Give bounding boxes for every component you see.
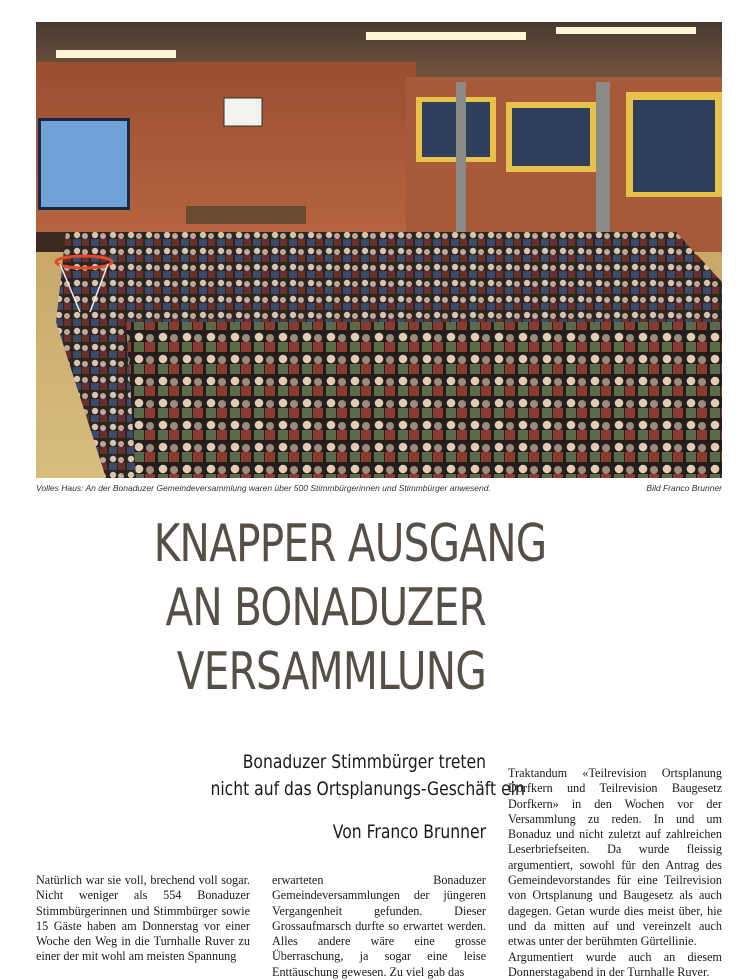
photo-caption-row xyxy=(36,483,722,497)
lead-line-2: nicht auf das Ortsplanungs-Geschäft ein xyxy=(210,778,525,800)
lead-line-1: Bonaduzer Stimmbürger treten xyxy=(242,751,486,773)
body-column-2 xyxy=(272,873,486,980)
gymnasium-illustration xyxy=(36,22,722,478)
headline-line-1: KNAPPER AUSGANG xyxy=(153,514,547,574)
body-column-1 xyxy=(36,873,250,965)
hero-photo xyxy=(36,22,722,478)
headline xyxy=(60,512,547,704)
photo-credit: Bild Franco Brunner xyxy=(646,483,722,493)
body-paragraph: Traktandum «Teilrevision Ortsplanung Dorfkern und Teilrevision Baugesetz Dorfkern» in den Wochen vor der Versammlung zu reden. In und um Bonaduz und nicht zuletzt auf zahlreichen Leserbriefseiten. Da wurde fleissig argumentiert, sowohl für den Antrag des Gemeindevorstandes für eine Teilrevision von Ortsplanung und Baugesetz als auch dagegen. Getan wurde dies meist über, hie und da mitten auf und vereinzelt auch etwas unter der berühmten Gürtellinie. xyxy=(508,766,722,949)
body-paragraph: erwarteten Bonaduzer Gemeindeversammlungen der jüngeren Vergangenheit gefunden. Dieser Grossaufmarsch durfte so erwartet werden. Alles andere wäre eine grosse Überraschung, ja sogar eine leise Enttäuschung gewesen. Zu viel gab das xyxy=(272,873,486,979)
body-paragraph: Argumentiert wurde auch an diesem Donnerstagabend in der Turnhalle Ruver. xyxy=(508,949,722,979)
byline-text: Von Franco Brunner xyxy=(332,821,486,843)
headline-line-3: VERSAMMLUNG xyxy=(176,642,486,702)
body-paragraph: Natürlich war sie voll, brechend voll sogar. Nicht weniger als 554 Bonaduzer Stimmbürgerinnen und Stimmbürger sowie 15 Gäste haben am Donnerstag vor einer Woche den Weg in die Turnhalle Ruver zu einer der mit wohl am meisten Spannung xyxy=(36,873,250,964)
body-column-3 xyxy=(508,766,722,980)
photo-caption: Volles Haus: An der Bonaduzer Gemeindeversammlung waren über 500 Stimmbürgerinnen und Stimmbürger anwesend. xyxy=(36,483,491,493)
lead-subtitle xyxy=(150,749,525,803)
byline xyxy=(250,819,486,845)
headline-line-2: AN BONADUZER xyxy=(165,578,486,638)
